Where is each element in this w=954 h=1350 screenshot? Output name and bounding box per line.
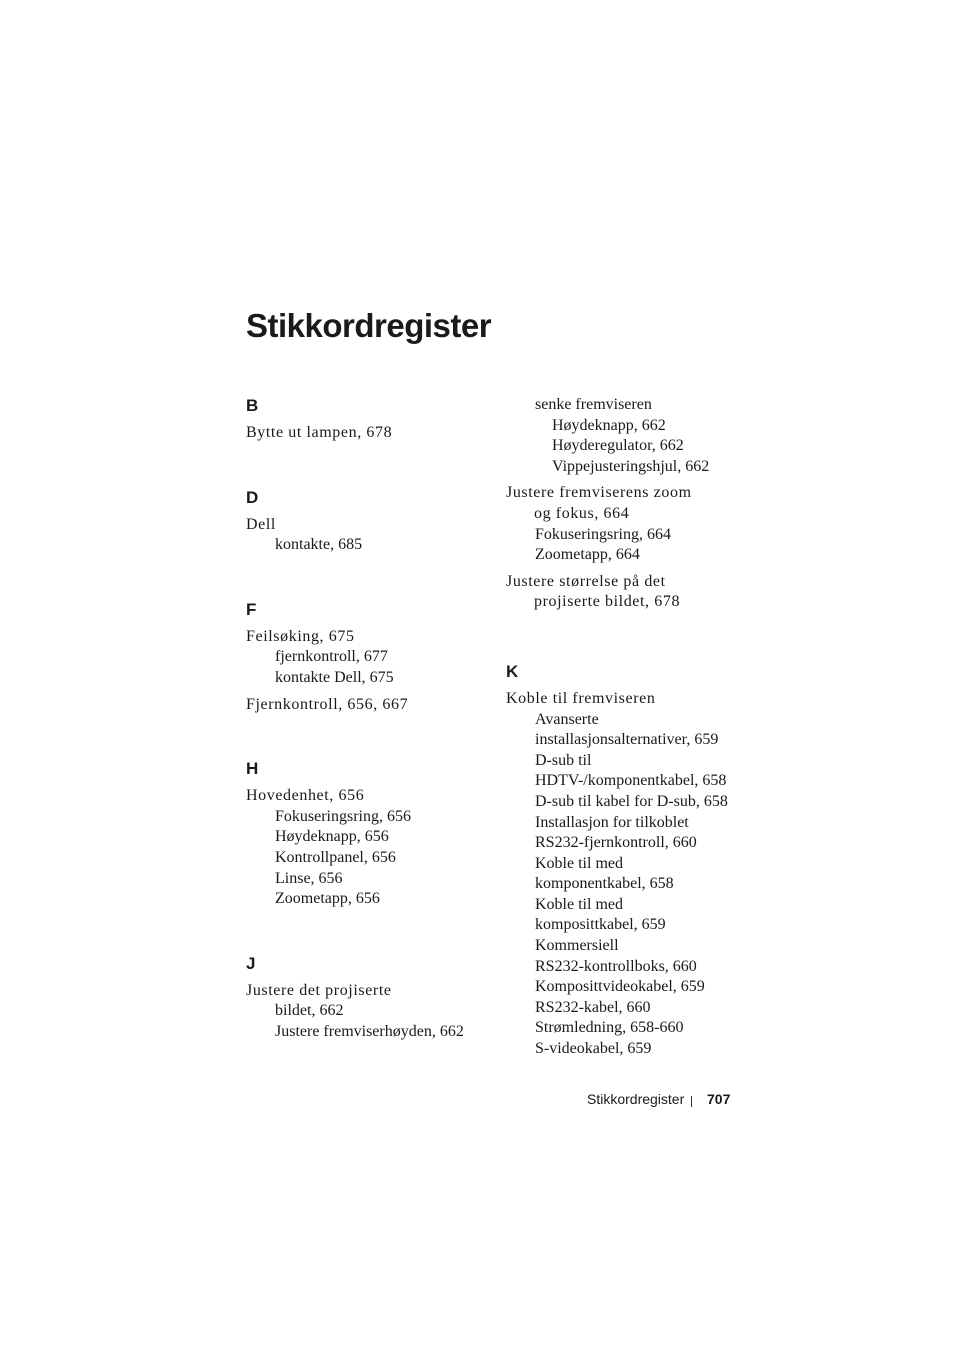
- index-subentry: Kommersiell: [535, 937, 619, 955]
- index-subentry: Justere fremviserhøyden, 662: [275, 1022, 464, 1040]
- index-subsubentry: Høydeknapp, 662: [552, 416, 666, 434]
- index-subentry: Zoometapp, 664: [535, 546, 640, 564]
- index-subentry: senke fremviseren: [535, 396, 652, 413]
- index-subentry: Linse, 656: [275, 869, 343, 887]
- index-subentry: komposittkabel, 659: [535, 916, 666, 934]
- index-subentry: Installasjon for tilkoblet: [535, 813, 689, 831]
- index-column-right: [506, 395, 766, 1060]
- index-subentry: RS232-kontrollboks, 660: [535, 957, 697, 975]
- index-subentry: komponentkabel, 658: [535, 875, 674, 893]
- page-title: Stikkordregister: [246, 307, 492, 344]
- index-subentry: Koble til med: [535, 854, 623, 872]
- index-subsubentry: Vippejusteringshjul, 662: [552, 457, 710, 475]
- index-section-f: [246, 598, 506, 715]
- section-letter: K: [506, 661, 519, 681]
- page-footer: [587, 1091, 732, 1111]
- index-subentry: RS232-fjernkontroll, 660: [535, 834, 697, 852]
- index-subentry: Koble til med: [535, 895, 623, 913]
- index-entry-continuation: bildet, 662: [275, 1002, 344, 1020]
- index-subentry: fjernkontroll, 677: [275, 648, 388, 666]
- index-subentry: installasjonsalternativer, 659: [535, 731, 719, 749]
- index-subentry: Fokuseringsring, 656: [275, 807, 411, 825]
- index-subentry: S-videokabel, 659: [535, 1040, 652, 1058]
- index-entry: Justere det projiserte: [246, 981, 392, 999]
- index-section-j: [246, 952, 506, 1043]
- index-subsubentry: Høyderegulator, 662: [552, 437, 684, 455]
- index-subentry: Zoometapp, 656: [275, 890, 380, 908]
- index-subentry: kontakte, 685: [275, 536, 363, 554]
- index-entry: Dell: [246, 515, 276, 533]
- section-spacer: [246, 910, 506, 952]
- index-subentry: RS232-kabel, 660: [535, 998, 651, 1016]
- index-subentry: D-sub til kabel for D-sub, 658: [535, 792, 728, 810]
- section-spacer: [246, 444, 506, 486]
- index-entry-continuation: og fokus, 664: [534, 504, 630, 522]
- index-subentry: kontakte Dell, 675: [275, 668, 394, 686]
- index-subentry: Høydeknapp, 656: [275, 828, 389, 846]
- index-section-j-continued: [506, 395, 766, 613]
- section-spacer: [246, 556, 506, 598]
- index-entry: Hovedenhet, 656: [246, 787, 365, 805]
- index-section-h: [246, 757, 506, 910]
- section-letter: D: [246, 487, 259, 507]
- index-entry: Justere fremviserens zoom: [506, 484, 692, 502]
- section-letter: B: [246, 396, 259, 415]
- section-spacer: [246, 715, 506, 757]
- index-entry: Fjernkontroll, 656, 667: [246, 695, 409, 713]
- section-letter: F: [246, 599, 257, 619]
- index-entry: Feilsøking, 675: [246, 627, 355, 645]
- index-section-d: [246, 486, 506, 556]
- index-subentry: HDTV-/komponentkabel, 658: [535, 772, 727, 790]
- footer-section-label: Stikkordregister: [587, 1091, 685, 1107]
- section-letter: H: [246, 759, 259, 779]
- index-entry-continuation: projiserte bildet, 678: [534, 593, 681, 611]
- index-entry: Bytte ut lampen, 678: [246, 424, 393, 441]
- index-section-b: [246, 394, 506, 444]
- index-subentry: Strømledning, 658-660: [535, 1019, 684, 1037]
- index-entry: Koble til fremviseren: [506, 689, 656, 707]
- index-subentry: Fokuseringsring, 664: [535, 525, 671, 543]
- index-subentry: Kontrollpanel, 656: [275, 848, 396, 866]
- footer-divider: [691, 1096, 692, 1107]
- index-section-k: [506, 660, 766, 1060]
- index-subentry: Komposittvideokabel, 659: [535, 978, 705, 996]
- index-subentry: Avanserte: [535, 710, 599, 728]
- section-spacer: [506, 613, 766, 660]
- index-column-left: [246, 394, 506, 1043]
- section-letter: J: [246, 953, 256, 973]
- index-subentry: D-sub til: [535, 751, 592, 769]
- page-number: 707: [707, 1091, 731, 1107]
- index-entry: Justere størrelse på det: [506, 572, 666, 590]
